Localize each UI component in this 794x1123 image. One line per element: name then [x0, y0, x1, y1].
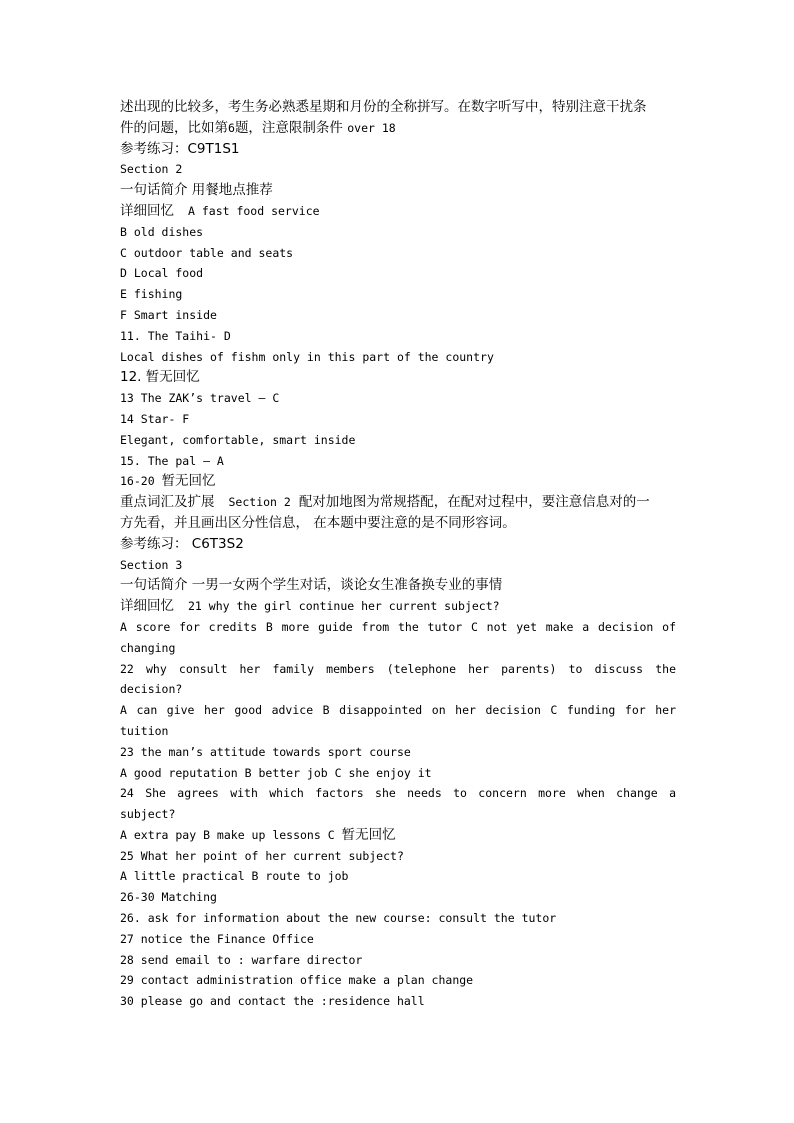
text-line: [120, 825, 676, 846]
text-line: 述出现的比较多，考生务必熟悉星期和月份的全称拼写。在数字听写中，特别注意干扰条: [120, 99, 647, 115]
text-line: [120, 596, 676, 617]
text-line: 13 The ZAK’s travel – C: [120, 391, 280, 406]
text-line: B old dishes: [120, 224, 204, 239]
text-run: 参考练习：C9T1S1: [120, 140, 240, 157]
text-line: E fishing: [120, 287, 183, 302]
section-heading: Section 2: [120, 162, 183, 177]
text-line: 12. 暂无回忆: [120, 369, 200, 386]
text-line: 一句话简介 一男一女两个学生对话，谈论女生准备换专业的事情: [120, 577, 503, 594]
text-line: F Smart inside: [120, 307, 217, 322]
text-line: Local dishes of fishm only in this part of the country: [120, 349, 494, 364]
document-page: [120, 97, 676, 1012]
text-line: [120, 201, 676, 222]
text-line: [120, 118, 676, 139]
text-run: 详细回忆: [120, 202, 174, 219]
text-run: A extra pay B make up lessons C: [120, 827, 335, 842]
text-line: 22 why consult her family members (telephone her parents) to discuss the decision?: [120, 661, 676, 697]
text-run: 题，注意限制条件: [234, 119, 343, 136]
text-line: A little practical B route to job: [120, 869, 349, 884]
text-line: Elegant, comfortable, smart inside: [120, 432, 356, 447]
text-line: 28 send email to : warfare director: [120, 952, 363, 967]
text-line: 30 please go and contact the :residence hall: [120, 994, 425, 1009]
text-run: 配对加地图为常规搭配，在配对过程中，要注意信息对的一: [298, 494, 650, 511]
text-line: D Local food: [120, 266, 204, 281]
text-line: A can give her good advice B disappointed on her decision C funding for her tuition: [120, 703, 676, 738]
text-line: 25 What her point of her current subject?: [120, 848, 404, 863]
text-line: 24 She agrees with which factors she needs to concern more when change a subject?: [120, 786, 676, 822]
text-run: 暂无回忆: [161, 473, 216, 490]
text-run: A fast food service: [188, 203, 320, 218]
text-line: 15. The pal – A: [120, 453, 224, 468]
text-run: 21 why the girl continue her current subject?: [188, 599, 500, 614]
text-line: [120, 471, 676, 492]
text-line: 29 contact administration office make a plan change: [120, 973, 474, 988]
text-run: 件的问题，比如第: [120, 119, 228, 136]
text-run: Section 2: [228, 495, 291, 510]
section-heading: Section 3: [120, 557, 183, 572]
text-line: A score for credits B more guide from the tutor C not yet make a decision of changing: [120, 619, 676, 655]
text-line: 27 notice the Finance Office: [120, 931, 314, 946]
text-line: [120, 534, 676, 555]
text-line: 方先看，并且画出区分性信息， 在本题中要注意的是不同形容词。: [120, 514, 516, 531]
text-line: 26. ask for information about the new course: consult the tutor: [120, 911, 557, 926]
text-line: 26-30 Matching: [120, 890, 217, 905]
text-line: C outdoor table and seats: [120, 245, 294, 260]
text-line: [120, 492, 676, 513]
text-run: 16-20: [120, 474, 155, 489]
text-run: 参考练习： C6T3S2: [120, 535, 244, 552]
text-line: [120, 139, 676, 160]
text-run: 暂无回忆: [341, 826, 396, 843]
text-line: 11. The Taihi- D: [120, 328, 231, 343]
text-line: 14 Star- F: [120, 411, 190, 426]
text-run: over 18: [347, 120, 396, 135]
text-line: A good reputation B better job C she enjoy it: [120, 765, 432, 780]
text-run: 详细回忆: [120, 598, 174, 615]
text-line: 23 the man’s attitude towards sport course: [120, 744, 411, 759]
text-run: 重点词汇及扩展: [120, 494, 215, 511]
text-line: 一句话简介 用餐地点推荐: [120, 182, 273, 199]
text-run: 6: [228, 120, 235, 135]
